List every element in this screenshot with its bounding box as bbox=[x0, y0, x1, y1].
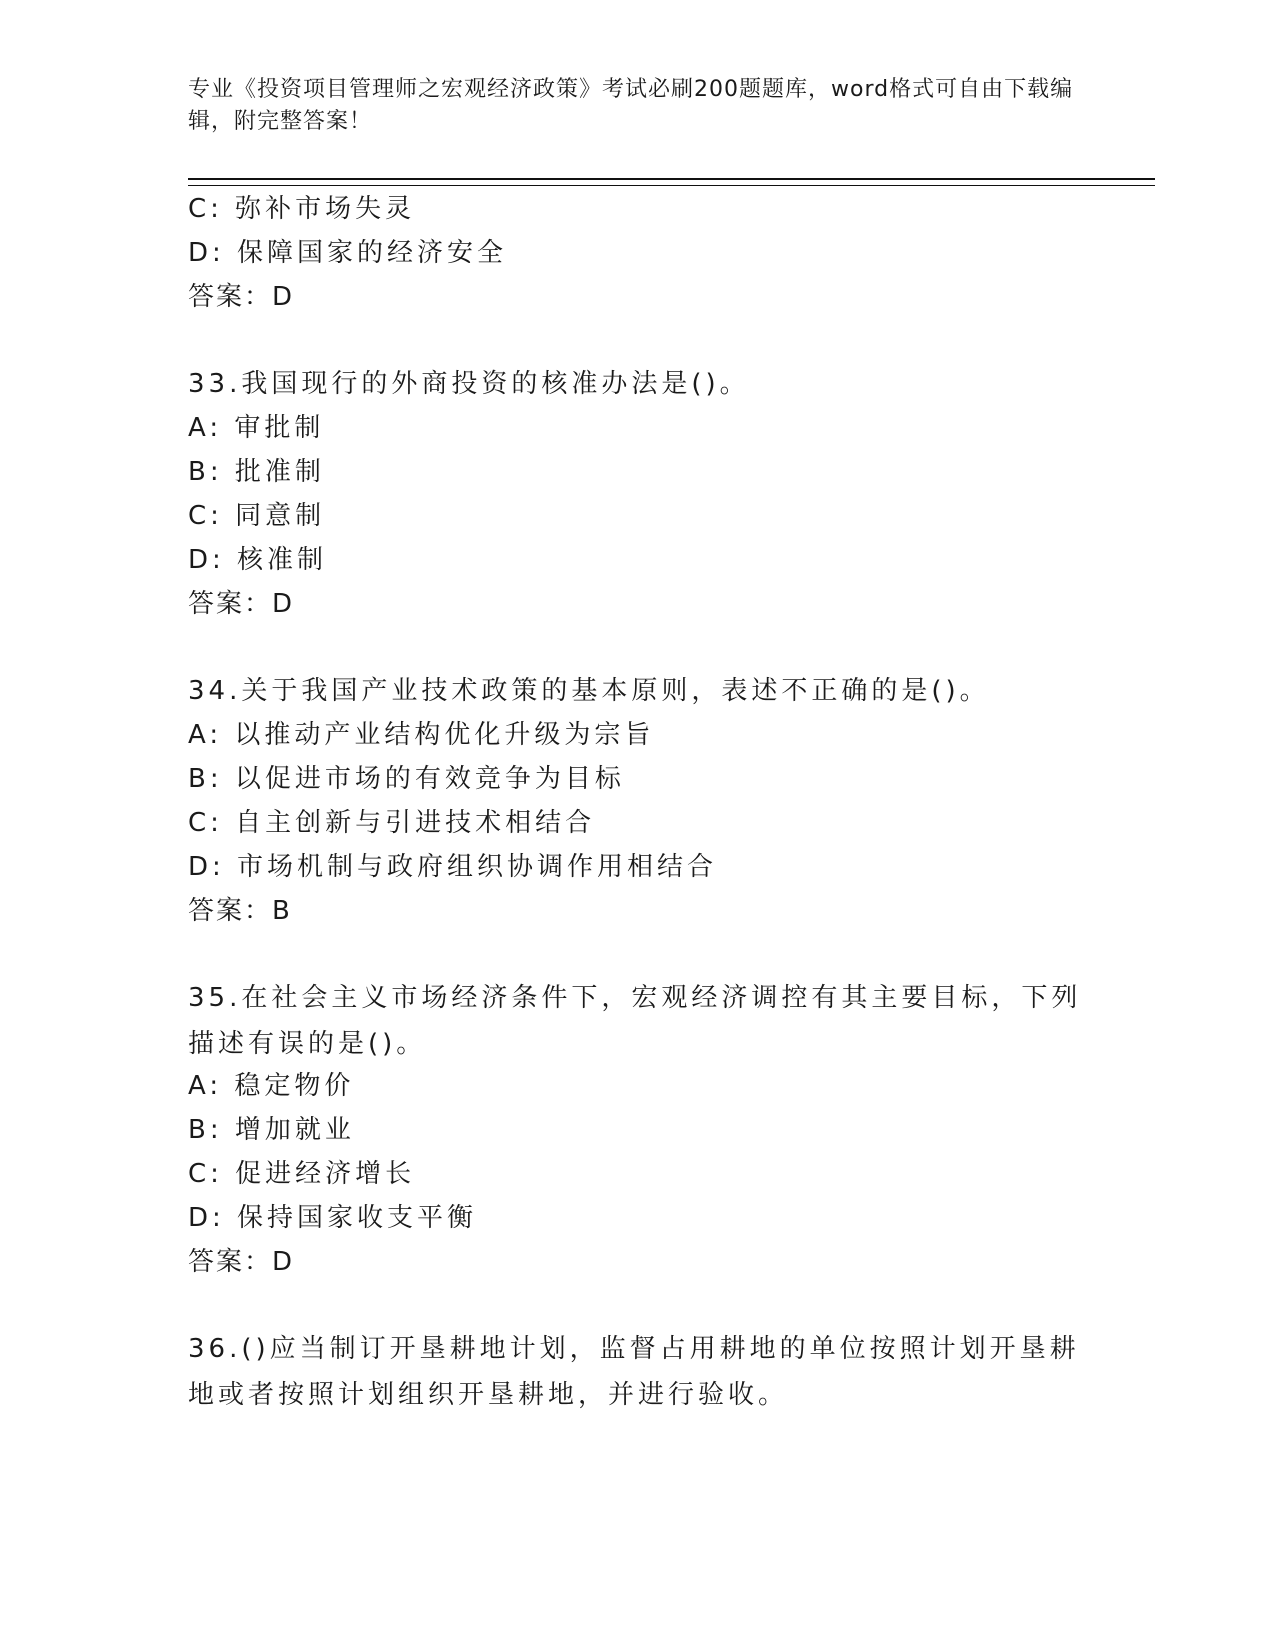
q35-answer: 答案：D bbox=[188, 1247, 295, 1277]
q32-option-d: D: 保障国家的经济安全 bbox=[188, 238, 508, 268]
q33-option-b: B: 批准制 bbox=[188, 457, 325, 487]
q34-option-b: B: 以促进市场的有效竞争为目标 bbox=[188, 764, 625, 794]
q33-option-d: D: 核准制 bbox=[188, 545, 328, 575]
q34-answer: 答案：B bbox=[188, 896, 292, 926]
q35-stem: 35.在社会主义市场经济条件下，宏观经济调控有其主要目标，下列描述有误的是()。 bbox=[188, 983, 1082, 1059]
q34-option-d: D: 市场机制与政府组织协调作用相结合 bbox=[188, 852, 718, 882]
q33-answer: 答案：D bbox=[188, 589, 295, 619]
q35-option-d: D: 保持国家收支平衡 bbox=[188, 1203, 478, 1233]
q35-option-b: B: 增加就业 bbox=[188, 1115, 355, 1145]
q33-stem: 33.我国现行的外商投资的核准办法是()。 bbox=[188, 369, 750, 399]
q36-stem: 36.()应当制订开垦耕地计划，监督占用耕地的单位按照计划开垦耕地或者按照计划组织开垦耕地，并进行验收。 bbox=[188, 1334, 1080, 1410]
q34-stem: 34.关于我国产业技术政策的基本原则，表述不正确的是()。 bbox=[188, 676, 990, 706]
q34-option-a: A: 以推动产业结构优化升级为宗旨 bbox=[188, 720, 655, 750]
q33-option-c: C: 同意制 bbox=[188, 501, 326, 531]
q34-option-c: C: 自主创新与引进技术相结合 bbox=[188, 808, 596, 838]
q32-option-c: C: 弥补市场失灵 bbox=[188, 194, 416, 224]
q32-answer: 答案：D bbox=[188, 282, 295, 312]
header-divider bbox=[188, 178, 1155, 186]
document-header: 专业《投资项目管理师之宏观经济政策》考试必刷200题题库，word格式可自由下载编辑，附完整答案！ bbox=[188, 77, 1074, 134]
q35-option-a: A: 稳定物价 bbox=[188, 1071, 355, 1101]
q35-option-c: C: 促进经济增长 bbox=[188, 1159, 416, 1189]
q33-option-a: A: 审批制 bbox=[188, 413, 325, 443]
